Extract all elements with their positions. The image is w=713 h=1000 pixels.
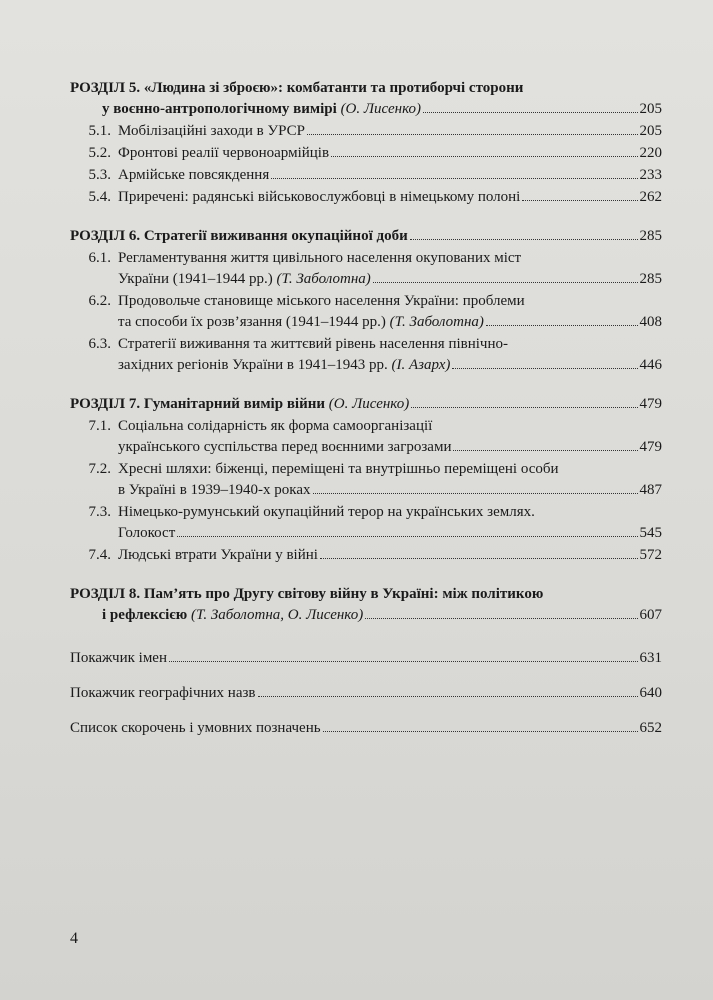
section-7-authors: (О. Лисенко) xyxy=(325,396,410,412)
toc-index-geography xyxy=(70,683,662,704)
entry-title-line1: Стратегії виживання та життєвий рівень населення північно- xyxy=(118,336,508,352)
section-5-page: 205 xyxy=(639,101,662,117)
entry-number: 7.1. xyxy=(88,418,111,434)
entry-page: 285 xyxy=(639,271,662,287)
section-6-title-text: РОЗДІЛ 6. Стратегії виживання окупаційної доби xyxy=(70,228,408,244)
dot-leader xyxy=(423,112,637,113)
dot-leader xyxy=(453,450,637,451)
index-label: Покажчик географічних назв xyxy=(70,685,256,701)
entry-number: 6.3. xyxy=(88,336,111,352)
entry-page: 479 xyxy=(639,439,662,455)
index-page: 631 xyxy=(639,650,662,666)
entry-number: 6.2. xyxy=(88,293,111,309)
dot-leader xyxy=(271,178,637,179)
dot-leader xyxy=(411,407,637,408)
entry-number: 5.4. xyxy=(88,189,111,205)
section-8-page: 607 xyxy=(639,607,662,623)
section-6-page: 285 xyxy=(639,228,662,244)
entry-title: Людські втрати України у війні xyxy=(118,547,318,563)
section-7-title-text: РОЗДІЛ 7. Гуманітарний вимір війни xyxy=(70,396,326,412)
section-7-title xyxy=(70,394,662,415)
toc-entry-5-3 xyxy=(70,165,662,186)
entry-page: 262 xyxy=(639,189,662,205)
entry-title-line2: Голокост xyxy=(118,525,176,541)
entry-page: 545 xyxy=(639,525,662,541)
section-8-title-line2 xyxy=(70,605,662,626)
index-label: Покажчик імен xyxy=(70,650,167,666)
entry-author: (І. Азарх) xyxy=(391,357,451,373)
entry-title-line1: Регламентування життя цивільного населення окупованих міст xyxy=(118,250,522,266)
dot-leader xyxy=(320,558,638,559)
entry-page: 205 xyxy=(639,123,662,139)
dot-leader xyxy=(522,200,637,201)
dot-leader xyxy=(452,368,637,369)
dot-leader xyxy=(313,493,638,494)
entry-title-line1: Продовольче становище міського населення України: проблеми xyxy=(118,293,525,309)
entry-author: (Т. Заболотна) xyxy=(276,271,371,287)
section-7-page: 479 xyxy=(639,396,662,412)
toc-entry-5-1 xyxy=(70,121,662,142)
entry-page: 408 xyxy=(639,314,662,330)
dot-leader xyxy=(365,618,637,619)
dot-leader xyxy=(323,731,638,732)
section-5-title-line1: РОЗДІЛ 5. «Людина зі зброєю»: комбатанти та протиборчі сторони xyxy=(70,80,524,96)
entry-title: Фронтові реалії червоноармійців xyxy=(118,145,330,161)
index-page: 652 xyxy=(639,720,662,736)
toc-entry-5-4 xyxy=(70,187,662,208)
entry-title: Армійське повсякдення xyxy=(118,167,270,183)
dot-leader xyxy=(258,696,638,697)
section-5-title-line2 xyxy=(70,99,662,120)
toc-entry-7-3 xyxy=(70,501,662,544)
entry-title-line2: України (1941–1944 рр.) xyxy=(118,271,277,287)
toc-entry-7-1 xyxy=(70,415,662,458)
section-8-authors: (Т. Заболотна, О. Лисенко) xyxy=(187,607,364,623)
dot-leader xyxy=(486,325,638,326)
toc-entry-7-2 xyxy=(70,458,662,501)
dot-leader xyxy=(169,661,638,662)
dot-leader xyxy=(307,134,638,135)
toc-entry-6-1 xyxy=(70,247,662,290)
dot-leader xyxy=(410,239,638,240)
toc-section-8 xyxy=(70,584,662,626)
section-5-title-bold: у воєнно-антропологічному вимірі xyxy=(102,101,337,117)
table-of-contents xyxy=(70,78,662,753)
entry-page: 233 xyxy=(639,167,662,183)
entry-title-line2: західних регіонів України в 1941–1943 рр. xyxy=(118,357,392,373)
index-page: 640 xyxy=(639,685,662,701)
entry-number: 5.2. xyxy=(88,145,111,161)
entry-title-line2: українського суспільства перед воєнними загрозами xyxy=(118,439,452,455)
toc-entry-5-2 xyxy=(70,143,662,164)
entry-number: 7.3. xyxy=(88,504,111,520)
entry-title-line1: Німецько-румунський окупаційний терор на українських землях. xyxy=(118,504,535,520)
entry-page: 220 xyxy=(639,145,662,161)
entry-title-line2: в Україні в 1939–1940-х роках xyxy=(118,482,311,498)
entry-title-line1: Хресні шляхи: біженці, переміщені та внутрішньо переміщені особи xyxy=(118,461,559,477)
entry-title: Мобілізаційні заходи в УРСР xyxy=(118,123,305,139)
section-6-title xyxy=(70,226,662,247)
toc-section-7 xyxy=(70,394,662,566)
index-label: Список скорочень і умовних позначень xyxy=(70,720,321,736)
entry-author: (Т. Заболотна) xyxy=(389,314,484,330)
toc-index-abbreviations xyxy=(70,718,662,739)
section-8-title-line1: РОЗДІЛ 8. Пам’ять про Другу світову війну в Україні: між політикою xyxy=(70,586,544,602)
page-number: 4 xyxy=(70,930,78,947)
toc-entry-7-4 xyxy=(70,545,662,566)
entry-number: 5.1. xyxy=(88,123,111,139)
entry-page: 572 xyxy=(639,547,662,563)
entry-title: Приречені: радянські військовослужбовці в німецькому полоні xyxy=(118,189,521,205)
entry-title-line2: та способи їх розв’язання (1941–1944 рр.) xyxy=(118,314,390,330)
entry-number: 5.3. xyxy=(88,167,111,183)
entry-page: 487 xyxy=(639,482,662,498)
dot-leader xyxy=(373,282,638,283)
entry-number: 7.4. xyxy=(88,547,111,563)
section-8-title-bold: і рефлексією xyxy=(102,607,188,623)
entry-number: 7.2. xyxy=(88,461,111,477)
toc-index-names xyxy=(70,648,662,669)
entry-title-line1: Соціальна солідарність як форма самоорганізації xyxy=(118,418,433,434)
toc-entry-6-2 xyxy=(70,290,662,333)
dot-leader xyxy=(177,536,637,537)
entry-number: 6.1. xyxy=(88,250,111,266)
toc-section-5 xyxy=(70,78,662,208)
toc-section-6 xyxy=(70,226,662,376)
toc-entry-6-3 xyxy=(70,333,662,376)
section-5-authors: (О. Лисенко) xyxy=(336,101,422,117)
entry-page: 446 xyxy=(639,357,662,373)
dot-leader xyxy=(331,156,637,157)
